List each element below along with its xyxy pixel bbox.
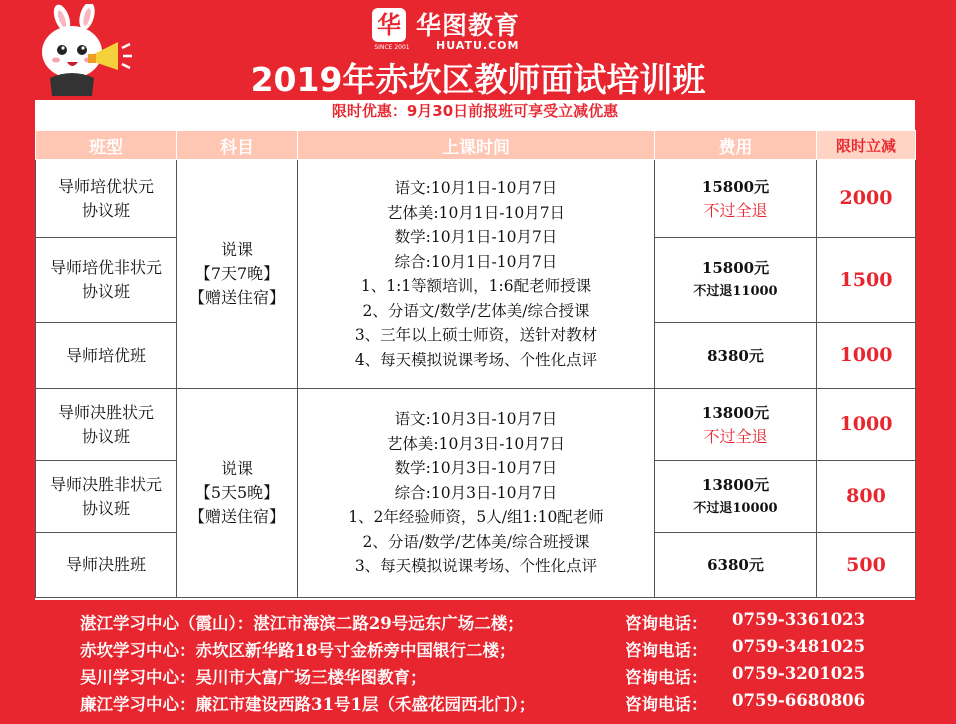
schedule-line: 数学:10月1日-10月7日 [394,228,558,246]
contact-address: 廉江学习中心：廉江市建设西路31号1层（禾盛花园西北门）； [80,695,536,714]
table-row [36,160,916,238]
fee-cell [655,238,817,323]
col-header-fee: 费用 [655,131,817,160]
refund-policy: 不过退10000 [693,500,778,516]
discount-cell: 1500 [817,238,916,323]
contact-phone: 0759-3201025 [732,664,866,683]
discount-cell: 1000 [817,389,916,461]
course-table [35,130,916,598]
subject-line: 【赠送住宿】 [188,507,285,526]
promo-banner: 限时优惠：9月30日前报班可享受立减优惠 [331,102,619,120]
contact-address: 吴川学习中心：吴川市大富广场三楼华图教育； [80,668,427,687]
schedule-line: 综合:10月3日-10月7日 [394,483,558,502]
subject-cell [177,160,298,389]
schedule-line: 2、分语文/数学/艺体美/综合授课 [362,301,590,320]
contact-address: 赤坎学习中心：赤坎区新华路18号寸金桥旁中国银行二楼； [80,641,516,660]
huatu-logo-mark: 华 [372,8,406,42]
class-type-line: 导师决胜非状元 [49,474,162,494]
logo-since: SINCE 2001 [374,44,410,51]
refund-policy: 不过全退 [703,200,768,220]
discount-cell: 2000 [817,160,916,238]
class-type-line: 协议班 [81,200,130,220]
subject-line: 【5天5晚】 [194,483,280,502]
class-type-line: 导师决胜状元 [57,402,154,422]
col-header-subject: 科目 [177,131,298,160]
fee-cell [655,533,817,598]
class-type-line: 导师决胜班 [65,555,146,574]
class-type-line: 协议班 [81,426,130,446]
contact-phone: 0759-6680806 [732,691,866,710]
col-header-type: 班型 [36,131,177,160]
class-type-line: 导师培优状元 [57,176,154,196]
huatu-logo [372,6,602,50]
contact-address: 湛江学习中心（霞山）：湛江市海滨二路29号远东广场二楼； [80,614,524,633]
schedule-line: 数学:10月3日-10月7日 [394,459,558,478]
subject-line: 【赠送住宿】 [188,288,285,307]
class-type-cell [36,238,177,323]
class-type-line: 协议班 [81,498,130,518]
schedule-cell [298,389,655,598]
contact-row [80,610,940,637]
contact-row [80,664,940,691]
page-title: 2019年赤坎区教师面试培训班 [250,60,706,99]
refund-policy: 不过退11000 [693,284,778,299]
fee-amount: 6380元 [707,556,764,574]
discount-cell: 800 [817,461,916,533]
fee-amount: 13800元 [701,475,770,494]
contact-label: 咨询电话： [625,614,708,633]
fee-cell [655,389,817,461]
schedule-line: 3、三年以上硕士师资，送针对教材 [354,326,598,344]
class-type-cell [36,533,177,598]
subject-line: 【7天7晚】 [194,264,280,283]
refund-policy: 不过全退 [703,426,768,446]
schedule-cell [298,160,655,389]
schedule-line: 语文:10月3日-10月7日 [394,410,558,429]
fee-amount: 13800元 [701,403,770,422]
schedule-line: 语文:10月1日-10月7日 [394,179,558,197]
class-type-line: 导师培优非状元 [49,258,162,277]
subject-line: 说课 [220,459,253,478]
class-type-line: 协议班 [81,282,130,301]
footer-contacts [80,610,940,718]
col-header-discount: 限时立减 [817,131,916,160]
fee-cell [655,160,817,238]
contact-phone: 0759-3481025 [732,637,866,656]
schedule-line: 艺体美:10月1日-10月7日 [386,203,566,222]
fee-cell [655,323,817,389]
contact-phone: 0759-3361023 [732,610,866,629]
schedule-line: 4、每天模拟说课考场、个性化点评 [354,350,598,369]
discount-cell: 1000 [817,323,916,389]
schedule-line: 艺体美:10月3日-10月7日 [386,434,566,453]
schedule-line: 2、分语/数学/艺体美/综合班授课 [362,532,590,551]
contact-label: 咨询电话： [625,695,708,714]
schedule-line: 1、1:1等额培训，1:6配老师授课 [360,277,592,295]
class-type-cell [36,461,177,533]
subject-line: 说课 [220,240,253,259]
contact-row [80,637,940,664]
class-type-cell [36,389,177,461]
logo-url: HUATU.COM [436,39,520,52]
fee-amount: 15800元 [701,259,770,277]
schedule-line: 3、每天模拟说课考场、个性化点评 [354,557,598,576]
table-row [36,389,916,461]
class-type-cell [36,160,177,238]
col-header-schedule: 上课时间 [298,131,655,160]
fee-cell [655,461,817,533]
fee-amount: 15800元 [701,177,770,196]
schedule-line: 1、2年经验师资，5人/组1:10配老师 [348,508,604,527]
subject-cell [177,389,298,598]
discount-cell: 500 [817,533,916,598]
class-type-cell [36,323,177,389]
fee-amount: 8380元 [707,346,764,365]
schedule-line: 综合:10月1日-10月7日 [394,252,558,271]
contact-label: 咨询电话： [625,641,708,660]
logo-name: 华图教育 [416,11,521,40]
contact-label: 咨询电话： [625,668,708,687]
class-type-line: 导师培优班 [65,345,146,365]
table-header-row [36,131,916,160]
contact-row [80,691,940,718]
